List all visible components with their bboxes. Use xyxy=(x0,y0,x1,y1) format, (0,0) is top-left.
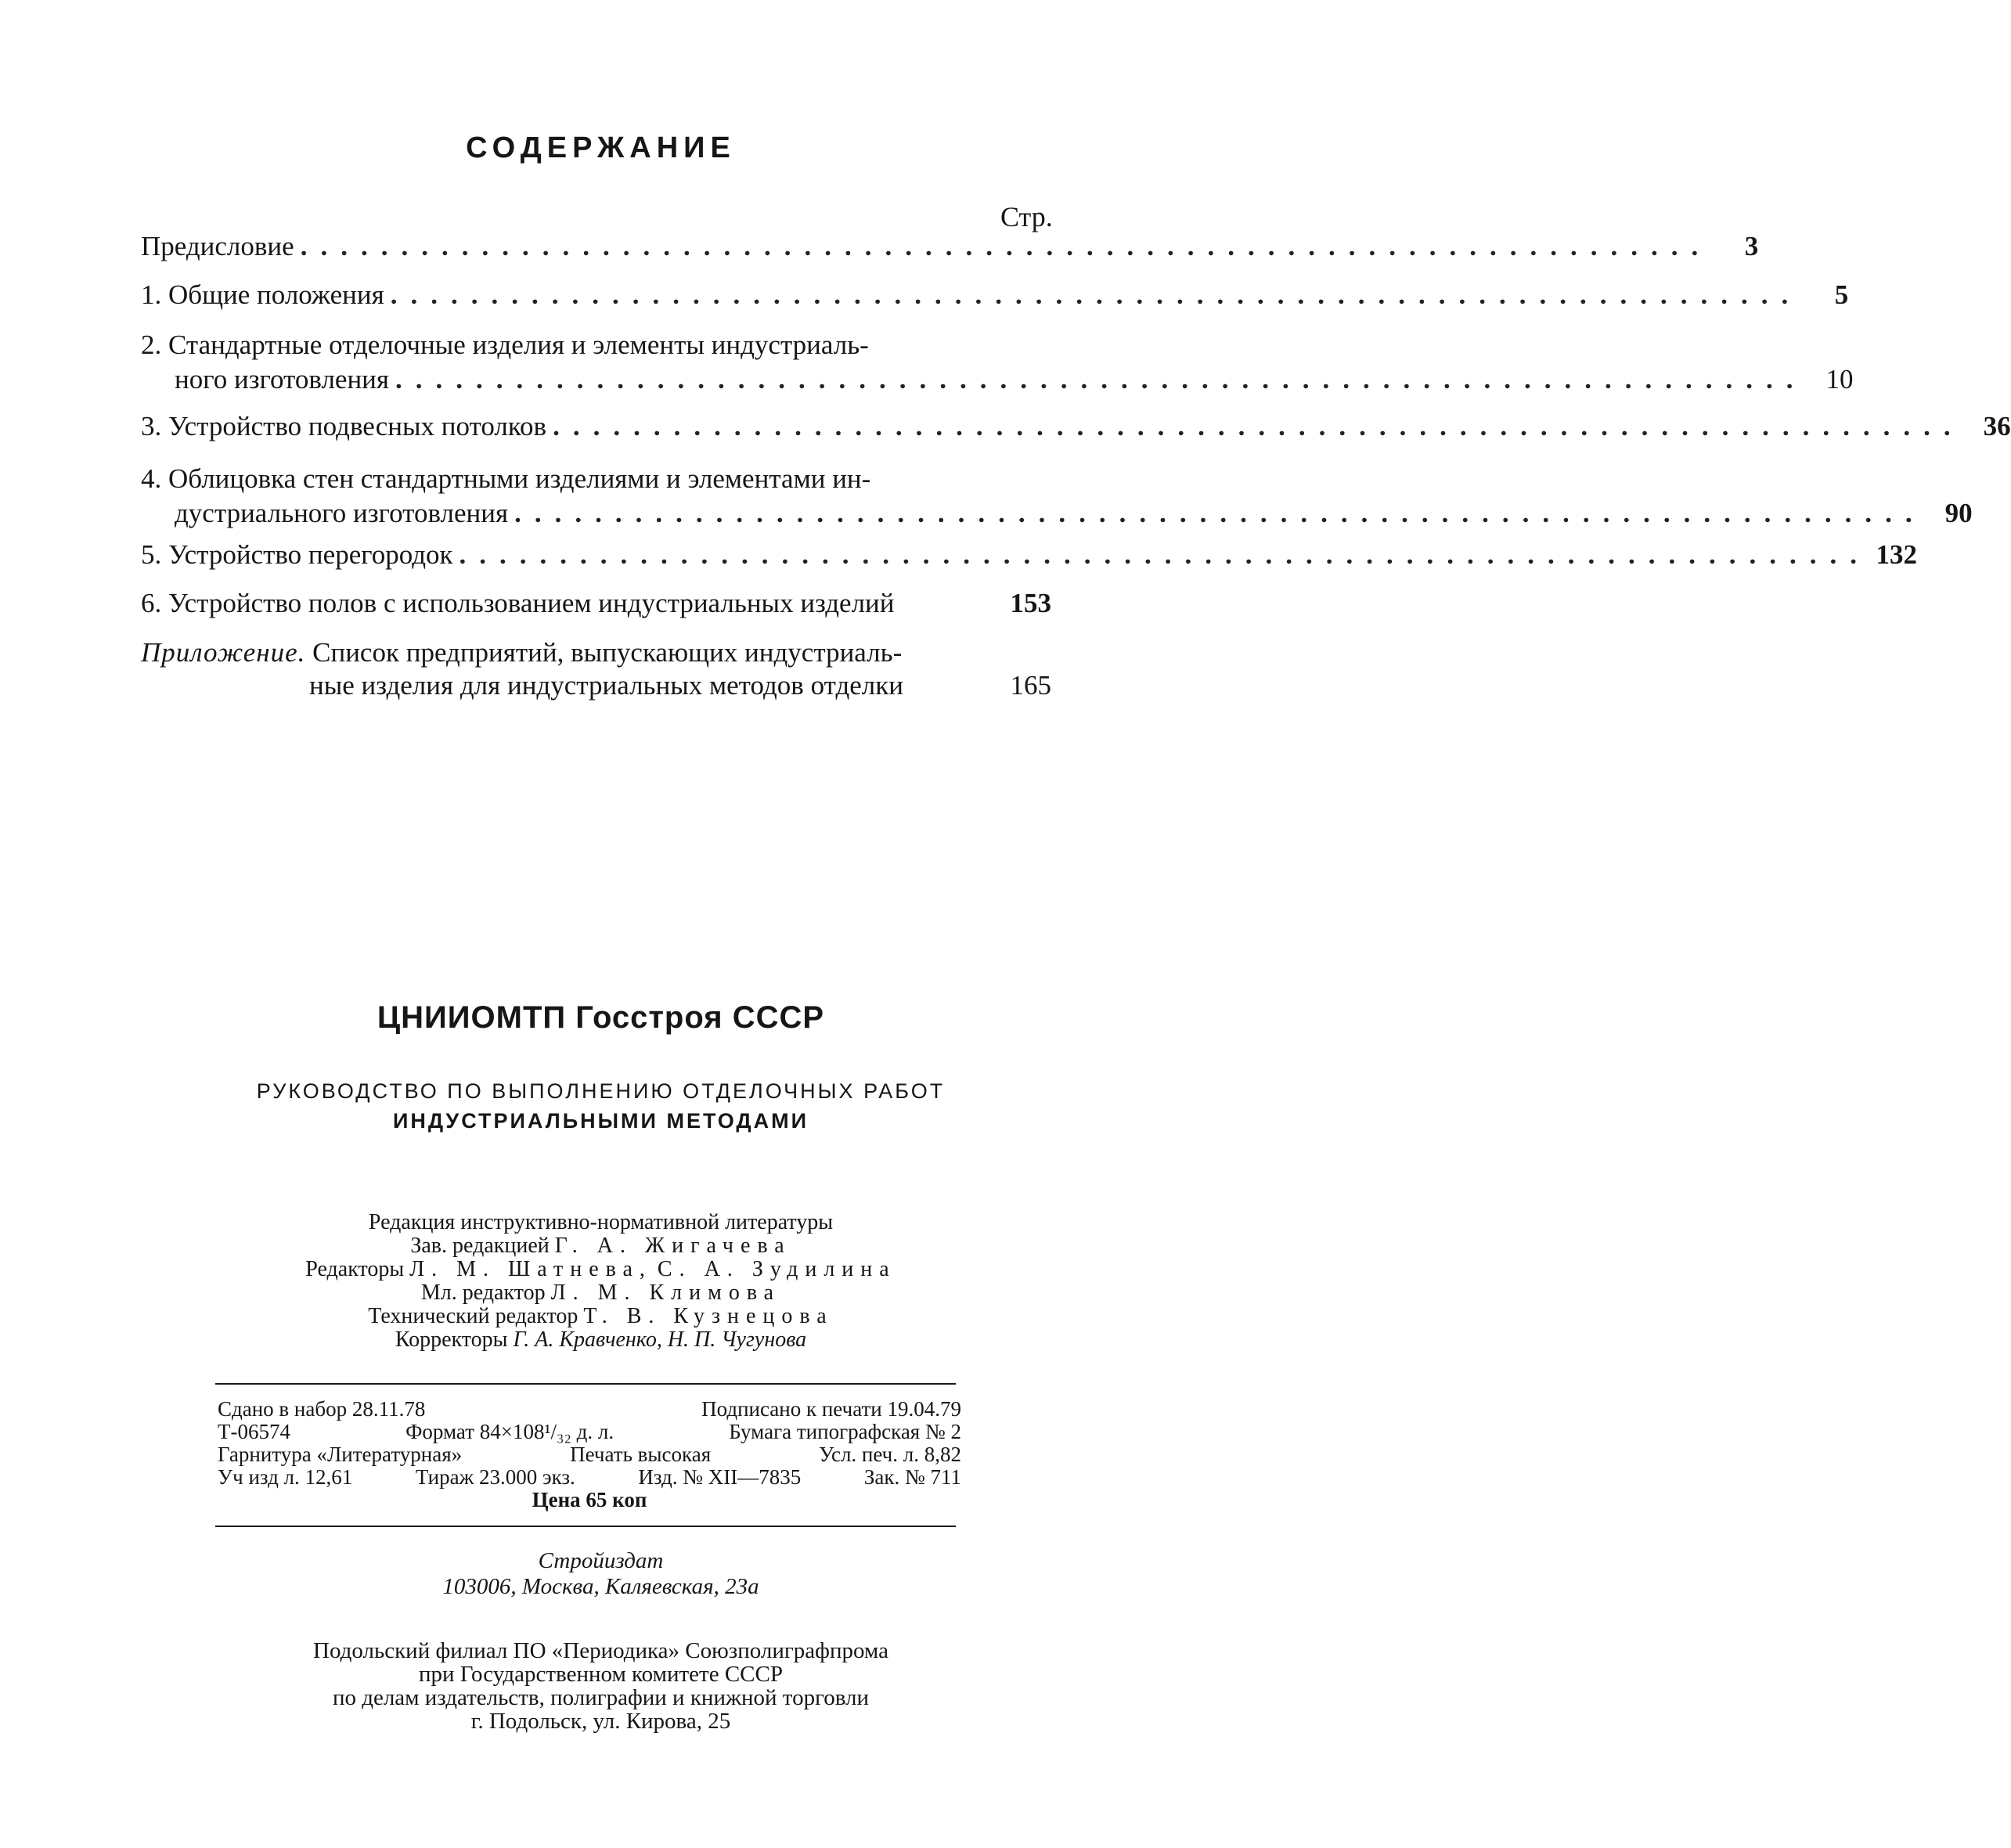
publisher-address: 103006, Москва, Каляевская, 23а xyxy=(442,1574,759,1599)
book-title-line2: ИНДУСТРИАЛЬНЫМИ МЕТОДАМИ xyxy=(392,1109,809,1133)
printer-line2: при Государственном комитете СССР xyxy=(419,1662,783,1687)
publisher-name: Стройиздат xyxy=(538,1548,664,1573)
divider xyxy=(215,1526,956,1527)
publisher-sheets: Уч изд л. 12,61 xyxy=(218,1465,353,1489)
toc-appendix xyxy=(141,635,1051,703)
toc-entry-page: 36 xyxy=(1983,411,2011,441)
junior-editor: Мл. редактор Л. М. Климова xyxy=(420,1281,781,1305)
toc-entry xyxy=(141,277,1849,312)
print-imprint xyxy=(218,1398,961,1511)
typeface: Гарнитура «Литературная» xyxy=(218,1443,463,1466)
divider xyxy=(215,1383,956,1385)
toc-entry-label: 6. Устройство полов с использованием индустриальных изделий xyxy=(141,588,895,618)
leader-dots: ...................................................................... xyxy=(390,279,1802,310)
printer-line1: Подольский филиал ПО «Периодика» Союзполиграфпрома xyxy=(313,1638,888,1663)
printing-method: Печать высокая xyxy=(570,1443,712,1466)
book-title xyxy=(0,1076,1202,1136)
appendix-line2: ные изделия для индустриальных методов отделки xyxy=(309,670,903,701)
leader-dots: ...................................................................... xyxy=(300,231,1712,261)
paper: Бумага типографская № 2 xyxy=(729,1420,961,1443)
toc-entry-label: 1. Общие положения xyxy=(141,279,384,310)
appendix-prefix: Приложение. xyxy=(141,637,306,668)
proofreaders: Корректоры Г. А. Кравченко, Н. П. Чугунова xyxy=(395,1327,807,1352)
toc-entry-label-line1: 4. Облицовка стен стандартными изделиями и элементами ин- xyxy=(141,463,871,494)
page-column-header: Стр. xyxy=(1000,201,1053,232)
printer-line3: по делам издательств, полиграфии и книжной торговли xyxy=(332,1685,870,1710)
toc-entry xyxy=(141,327,1854,397)
print-run: Тираж 23.000 экз. xyxy=(415,1465,575,1489)
toc-entry xyxy=(141,409,2011,444)
toc-entry-label-line2: ного изготовления xyxy=(175,364,390,394)
toc-entry xyxy=(141,537,1918,572)
editors: Редакторы Л. М. Шатнева, С. А. Зудилина xyxy=(305,1257,896,1281)
toc-entry-page: 132 xyxy=(1876,539,1918,570)
head-of-office: Зав. редакцией Г. А. Жигачева xyxy=(410,1234,791,1258)
order-number: Зак. № 711 xyxy=(863,1465,961,1489)
publisher xyxy=(0,1548,1202,1600)
leader-dots: ...................................................................... xyxy=(514,498,1926,528)
toc-entry-page: 10 xyxy=(1825,364,1854,394)
appendix-line1: Список предприятий, выпускающих индустриаль- xyxy=(312,637,903,668)
editorial-office: Редакция инструктивно-нормативной литературы xyxy=(368,1210,834,1234)
toc-entry-page: 153 xyxy=(1010,588,1051,618)
toc-entry xyxy=(141,461,1973,531)
toc-entry-label-line1: 2. Стандартные отделочные изделия и элементы индустриаль- xyxy=(141,330,869,360)
toc-entry xyxy=(141,229,1759,264)
toc-title: СОДЕРЖАНИЕ xyxy=(466,131,736,164)
toc-entry-page: 5 xyxy=(1834,279,1849,310)
leader-dots: ...................................................................... xyxy=(395,364,1807,394)
printer-line4: г. Подольск, ул. Кирова, 25 xyxy=(470,1709,731,1734)
toc-entry-page: 90 xyxy=(1944,498,1973,528)
submitted-date: Сдано в набор 28.11.78 xyxy=(218,1397,426,1421)
conventional-sheets: Усл. печ. л. 8,82 xyxy=(819,1443,961,1466)
format: Формат 84×108¹/₃₂ д. л. xyxy=(405,1420,614,1443)
leader-dots: ...................................................................... xyxy=(553,411,1964,441)
signed-date: Подписано к печати 19.04.79 xyxy=(701,1397,961,1421)
toc-entry-label-line2: дустриального изготовления xyxy=(175,498,509,528)
book-title-line1: РУКОВОДСТВО ПО ВЫПОЛНЕНИЮ ОТДЕЛОЧНЫХ РАБОТ xyxy=(256,1079,946,1103)
technical-editor: Технический редактор Т. В. Кузнецова xyxy=(368,1304,834,1328)
toc-entry-page: 3 xyxy=(1744,231,1759,261)
appendix-page: 165 xyxy=(1010,670,1051,701)
price: Цена 65 коп xyxy=(532,1488,647,1511)
leader-dots: ...................................................................... xyxy=(459,539,1871,570)
toc-entry-label: 3. Устройство подвесных потолков xyxy=(141,411,547,441)
toc-entry-label: Предисловие xyxy=(141,231,294,261)
editorial-credits xyxy=(0,1211,1202,1352)
series-code: Т-06574 xyxy=(218,1420,290,1443)
toc-entry xyxy=(141,585,1051,621)
organization-name: ЦНИИОМТП Госстроя СССР xyxy=(377,1000,825,1035)
toc-entry-label: 5. Устройство перегородок xyxy=(141,539,453,570)
printer-info xyxy=(0,1639,1202,1733)
edition-number: Изд. № XII—7835 xyxy=(638,1465,802,1489)
